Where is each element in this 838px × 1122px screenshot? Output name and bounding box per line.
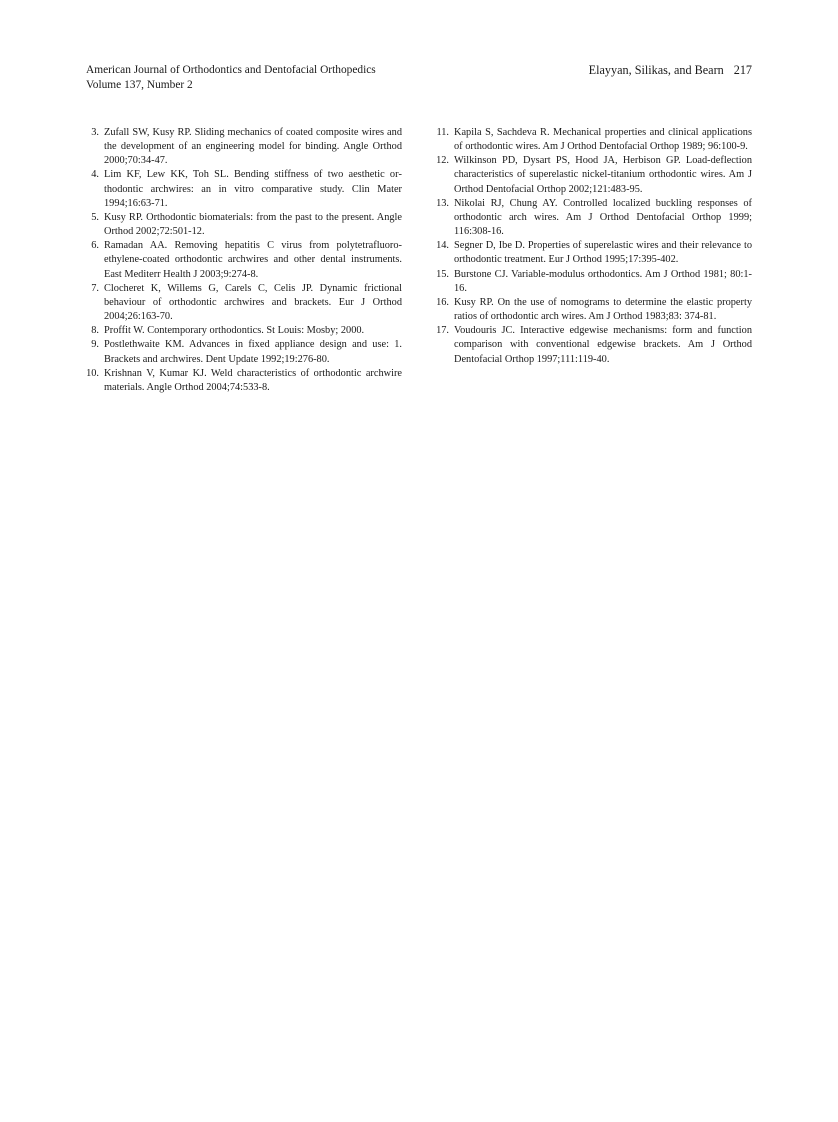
running-authors: Elayyan, Silikas, and Bearn: [588, 63, 724, 77]
reference-item: [86, 367, 402, 395]
reference-number: 10.: [86, 367, 99, 379]
reference-text: Proffit W. Contemporary orthodontics. St Louis: Mosby; 2000.: [104, 325, 365, 337]
journal-title: American Journal of Orthodontics and Dentofacial Orthopedics: [86, 64, 376, 76]
reference-text: Krishnan V, Kumar KJ. Weld characteristics of orthodontic archwire materials. Angle Orthod 2004;74:533-8.: [104, 367, 402, 393]
reference-number: 9.: [91, 339, 99, 351]
reference-text: Kapila S, Sachdeva R. Mechanical properties and clinical applications of orthodontic wires. Am J Orthod Dentofacial Orthop 1989; 96:100-9.: [454, 127, 752, 153]
reference-text: Nikolai RJ, Chung AY. Controlled localized buckling responses of orthodontic arch wires. Am J Orthod Dentofacial Orthop 1999; 116:308-16.: [454, 197, 752, 238]
reference-text: Burstone CJ. Variable-modulus orthodontics. Am J Orthod 1981; 80:1-16.: [454, 268, 752, 294]
reference-number: 5.: [91, 211, 99, 223]
reference-item: [436, 296, 752, 324]
reference-number: 8.: [91, 325, 99, 337]
reference-text: Voudouris JC. Interactive edgewise mechanisms: form and function comparison with conventional edgewise brackets. Am J Orthod Dentofacial Orthop 1997;111:119-40.: [454, 325, 752, 365]
references-right-column: [436, 126, 752, 367]
reference-number: 11.: [436, 127, 449, 138]
page-number: 217: [733, 63, 752, 77]
reference-item: [436, 197, 752, 239]
author-page-info: [589, 63, 752, 78]
reference-item: [436, 268, 752, 296]
journal-info: [86, 63, 376, 93]
reference-number: 14.: [436, 240, 449, 252]
reference-number: 4.: [91, 169, 99, 181]
reference-item: [436, 239, 752, 267]
reference-number: 15.: [436, 268, 449, 280]
reference-text: Zufall SW, Kusy RP. Sliding mechanics of coated composite wires and the development of an engineering model for binding. Angle Orthod 2000;70:34-47.: [104, 127, 402, 167]
reference-item: [86, 239, 402, 281]
reference-item: [86, 338, 402, 366]
reference-text: Ramadan AA. Removing hepatitis C virus from polytetrafluoroethylene-coated orthodontic archwires and other dental instruments. East Mediterr Health J 2003;9:274-8.: [104, 240, 402, 280]
reference-number: 17.: [436, 325, 449, 337]
reference-item: [436, 126, 752, 154]
journal-volume: Volume 137, Number 2: [86, 79, 193, 91]
reference-item: [86, 126, 402, 168]
reference-number: 7.: [91, 282, 99, 294]
reference-item: [86, 211, 402, 239]
reference-item: [86, 282, 402, 324]
reference-text: Segner D, Ibe D. Properties of superelastic wires and their relevance to orthodontic treatment. Eur J Orthod 1995;17:395-402.: [454, 240, 752, 266]
reference-item: [436, 154, 752, 196]
reference-number: 13.: [436, 197, 449, 209]
reference-text: Wilkinson PD, Dysart PS, Hood JA, Herbison GP. Load-deflection characteristics of superelastic nickel-titanium orthodontic wires. Am J Orthod Dentofacial Orthop 2002;121:483-95.: [454, 155, 752, 195]
reference-item: [86, 168, 402, 210]
reference-text: Lim KF, Lew KK, Toh SL. Bending stiffness of two aesthetic orthodontic archwires: an in vitro comparative study. Clin Mater 1994;16:63-71.: [104, 169, 402, 209]
reference-item: [436, 324, 752, 366]
reference-text: Kusy RP. Orthodontic biomaterials: from the past to the present. Angle Orthod 2002;72:501-12.: [104, 211, 402, 238]
reference-text: Postlethwaite KM. Advances in fixed appliance design and use: 1. Brackets and archwires. Dent Update 1992;19:276-80.: [104, 339, 402, 365]
reference-text: Clocheret K, Willems G, Carels C, Celis JP. Dynamic frictional behaviour of orthodontic archwires and brackets. Eur J Orthod 2004;26:163-70.: [104, 282, 402, 323]
reference-number: 6.: [91, 240, 99, 252]
reference-number: 3.: [91, 127, 99, 138]
reference-item: [86, 324, 402, 338]
reference-number: 16.: [436, 296, 449, 308]
reference-text: Kusy RP. On the use of nomograms to determine the elastic property ratios of orthodontic arch wires. Am J Orthod 1983;83: 374-81.: [454, 296, 752, 323]
reference-number: 12.: [436, 155, 449, 167]
references-left-column: [86, 126, 402, 395]
